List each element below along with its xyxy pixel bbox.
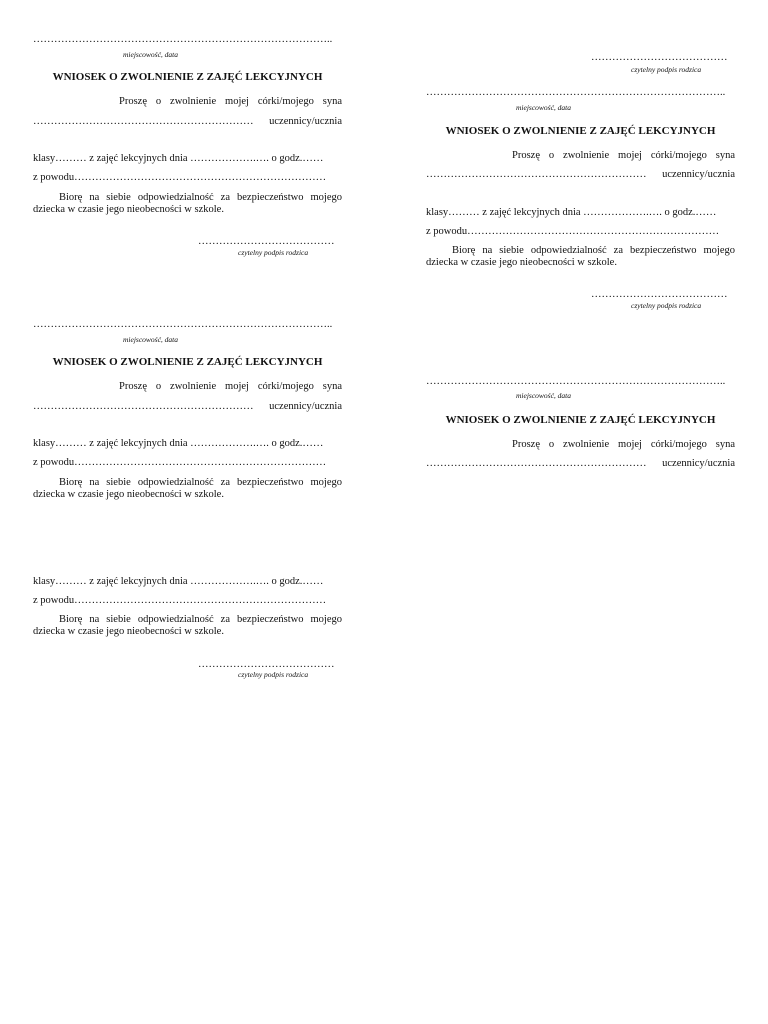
student-dots: ……………………………………………………… (426, 169, 647, 180)
signature-line: ………………………………… (198, 236, 335, 247)
class-line: klasy……… z zajęć lekcyjnych dnia ……………….…. o godz.…… (33, 438, 324, 449)
place-date-caption: miejscowość, data (516, 391, 571, 400)
place-date-caption: miejscowość, data (123, 335, 178, 344)
place-date-line: ………………………………………………………………………….. (33, 34, 333, 45)
student-line (426, 169, 735, 180)
reason-line: z powodu……………………………………………………………… (33, 172, 327, 183)
student-label: uczennicy/ucznia (269, 401, 342, 412)
request-line (119, 381, 342, 392)
student-dots: ……………………………………………………… (33, 401, 254, 412)
reason-line: z powodu……………………………………………………………… (426, 226, 720, 237)
signature-caption: czytelny podpis rodzica (238, 248, 309, 257)
request-text: Proszę o zwolnienie mojej córki/mojego syna (512, 439, 735, 450)
request-text: Proszę o zwolnienie mojej córki/mojego syna (119, 381, 342, 392)
student-dots: ……………………………………………………… (33, 116, 254, 127)
place-date-line: ………………………………………………………………………….. (426, 376, 726, 387)
class-line: klasy……… z zajęć lekcyjnych dnia ……………….…. o godz.…… (426, 207, 717, 218)
class-line: klasy……… z zajęć lekcyjnych dnia ……………….…. o godz.…… (33, 576, 324, 587)
signature-caption-top: czytelny podpis rodzica (631, 65, 702, 74)
class-line: klasy……… z zajęć lekcyjnych dnia ……………….…. o godz.…… (33, 153, 324, 164)
request-text: Proszę o zwolnienie mojej córki/mojego syna (512, 150, 735, 161)
form-title: WNIOSEK O ZWOLNIENIE Z ZAJĘĆ LEKCYJNYCH (445, 125, 716, 137)
signature-line: ………………………………… (591, 289, 728, 300)
student-label: uczennicy/ucznia (269, 116, 342, 127)
place-date-line: ………………………………………………………………………….. (426, 87, 726, 98)
form-title: WNIOSEK O ZWOLNIENIE Z ZAJĘĆ LEKCYJNYCH (52, 71, 323, 83)
student-line (426, 458, 735, 469)
responsibility-text: Biorę na siebie odpowiedzialność za bezpieczeństwo mojego dziecka w czasie jego nieobecności w szkole. (33, 477, 342, 500)
responsibility-text: Biorę na siebie odpowiedzialność za bezpieczeństwo mojego dziecka w czasie jego nieobecności w szkole. (33, 614, 342, 637)
place-date-line: ………………………………………………………………………….. (33, 319, 333, 330)
request-text: Proszę o zwolnienie mojej córki/mojego syna (119, 96, 342, 107)
student-line (33, 401, 342, 412)
form-title: WNIOSEK O ZWOLNIENIE Z ZAJĘĆ LEKCYJNYCH (52, 356, 323, 368)
place-date-caption: miejscowość, data (123, 50, 178, 59)
signature-caption: czytelny podpis rodzica (631, 301, 702, 310)
request-line (119, 96, 342, 107)
student-line (33, 116, 342, 127)
reason-line: z powodu……………………………………………………………… (33, 457, 327, 468)
request-line (512, 439, 735, 450)
student-label: uczennicy/ucznia (662, 169, 735, 180)
responsibility-text: Biorę na siebie odpowiedzialność za bezpieczeństwo mojego dziecka w czasie jego nieobecności w szkole. (33, 192, 342, 215)
place-date-caption: miejscowość, data (516, 103, 571, 112)
responsibility-text: Biorę na siebie odpowiedzialność za bezpieczeństwo mojego dziecka w czasie jego nieobecności w szkole. (426, 245, 735, 268)
signature-caption: czytelny podpis rodzica (238, 670, 309, 679)
student-label: uczennicy/ucznia (662, 458, 735, 469)
signature-line: ………………………………… (198, 659, 335, 670)
request-line (512, 150, 735, 161)
reason-line: z powodu……………………………………………………………… (33, 595, 327, 606)
form-title: WNIOSEK O ZWOLNIENIE Z ZAJĘĆ LEKCYJNYCH (445, 414, 716, 426)
student-dots: ……………………………………………………… (426, 458, 647, 469)
signature-line-top: ………………………………… (591, 52, 728, 63)
